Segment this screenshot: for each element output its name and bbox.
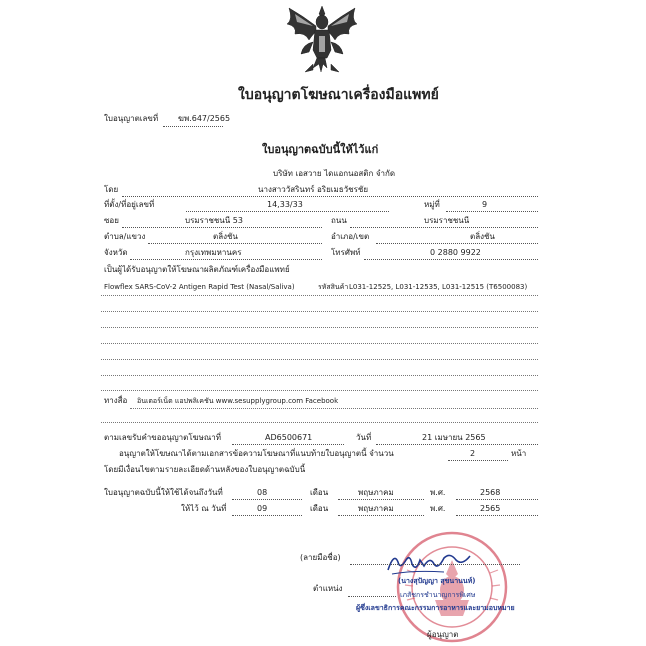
issue-year: 2565 (480, 504, 501, 513)
request-label: ตามเลขรับคำขออนุญาตโฆษณาที่ (104, 433, 222, 442)
phone-label: โทรศัพท์ (331, 248, 361, 257)
garuda-emblem-icon (283, 2, 361, 76)
expire-month: พฤษภาคม (358, 488, 394, 497)
moo-label: หมู่ที่ (424, 200, 440, 209)
expire-month-label: เดือน (310, 488, 329, 497)
signer-name: (นางสุปัญญา สุขนานนท์) (398, 577, 476, 585)
signer-role: ผู้ซึ่งเลขาธิการคณะกรรมการอาหารและยามอบหมาย (356, 604, 515, 612)
subdistrict-label: ตำบล/แขวง (104, 232, 146, 241)
licensor-label: ผู้อนุญาต (427, 630, 459, 639)
road-value: บรมราชชนนี (424, 216, 470, 225)
pages-count: 2 (470, 449, 476, 458)
channel-value: อินเตอร์เน็ต แอปพลิเคชัน www.sesupplygroup.com Facebook (137, 397, 339, 405)
signature-mark (384, 548, 474, 578)
request-no: AD6500671 (265, 433, 313, 442)
issue-month: พฤษภาคม (358, 504, 394, 513)
issue-month-label: เดือน (310, 504, 329, 513)
issue-day: 09 (257, 504, 268, 513)
company-name: บริษัท เอสวาย ไดแอกนอสติก จำกัด (273, 169, 396, 178)
moo-value: 9 (482, 200, 488, 209)
product-intro: เป็นผู้ได้รับอนุญาตให้โฆษณาผลิตภัณฑ์เครื่องมือแพทย์ (104, 265, 290, 274)
product-name: Flowflex SARS-CoV-2 Antigen Rapid Test (Nasal/Saliva) (104, 283, 295, 291)
issue-label: ให้ไว้ ณ วันที่ (181, 504, 227, 513)
district-label: อำเภอ/เขต (331, 232, 370, 241)
expire-year-label: พ.ศ. (430, 488, 446, 497)
subdistrict-value: ตลิ่งชัน (213, 232, 238, 241)
product-codes: L031-12525, L031-12535, L031-12515 (T6500083) (349, 283, 528, 291)
address-label: ที่ตั้ง/ที่อยู่เลขที่ (104, 200, 155, 209)
by-label: โดย (104, 185, 119, 194)
province-label: จังหวัด (104, 248, 128, 257)
license-no-value: ฆพ.647/2565 (178, 114, 231, 123)
road-label: ถนน (331, 216, 347, 225)
channel-label: ทางสื่อ (104, 396, 128, 405)
subtitle: ใบอนุญาตฉบับนี้ให้ไว้แก่ (262, 143, 379, 156)
province-value: กรุงเทพมหานคร (185, 248, 242, 257)
address-value: 14,33/33 (267, 200, 303, 209)
soi-value: บรมราชชนนี 53 (185, 216, 243, 225)
signer-position: เภสัชกรชำนาญการพิเศษ (400, 591, 476, 599)
issue-year-label: พ.ศ. (430, 504, 446, 513)
district-value: ตลิ่งชัน (470, 232, 495, 241)
approve-text: อนุญาตให้โฆษณาได้ตามเอกสารข้อความโฆษณาที่แนบท้ายใบอนุญาตนี้ จำนวน (119, 449, 394, 458)
product-code-label: รหัสสินค้า (318, 283, 349, 291)
sign-label: (ลายมือชื่อ) (300, 553, 341, 562)
expire-year: 2568 (480, 488, 501, 497)
request-date-label: วันที่ (356, 433, 372, 442)
condition-text: โดยมีเงื่อนไขตามรายละเอียดด้านหลังของใบอนุญาตฉบับนี้ (104, 465, 306, 474)
position-label: ตำแหน่ง (313, 584, 343, 593)
phone-value: 0 2880 9922 (430, 248, 481, 257)
by-value: นางสาววัสรินทร์ อริยเมธวัชรชัย (258, 185, 369, 194)
soi-label: ซอย (104, 216, 119, 225)
pages-unit: หน้า (511, 449, 527, 458)
request-date-value: 21 เมษายน 2565 (422, 433, 486, 442)
license-no-label: ใบอนุญาตเลขที่ (104, 114, 159, 123)
page-title: ใบอนุญาตโฆษณาเครื่องมือแพทย์ (238, 87, 439, 103)
expire-label: ใบอนุญาตฉบับนี้ให้ใช้ได้จนถึงวันที่ (104, 488, 223, 497)
expire-day: 08 (257, 488, 268, 497)
